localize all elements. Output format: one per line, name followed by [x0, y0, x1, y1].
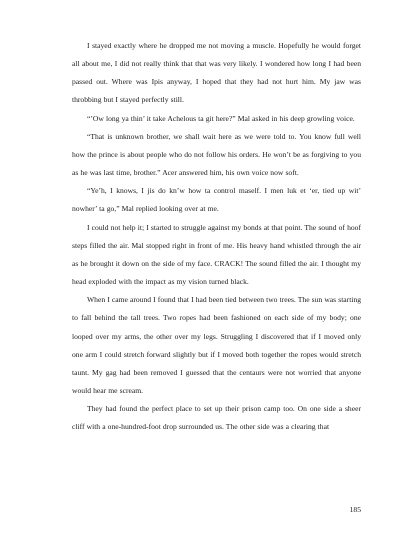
paragraph: I stayed exactly where he dropped me not moving a muscle. Hopefully he would forget all about me, I did not really think that that was very likely. I wondered how long I had been passed out. Where was Ipis anyway, I hoped that they had not hurt him. My jaw was throbbing but I stayed perfectly still. [72, 41, 361, 105]
paragraph: They had found the perfect place to set up their prison camp too. On one side a sheer cliff with a one-hundred-foot drop surrounded us. The other side was a clearing that [72, 404, 361, 432]
paragraph: “’Ow long ya thin’ it take Achelous ta git here?” Mal asked in his deep growling voice. [87, 113, 355, 123]
page-number: 185 [349, 505, 361, 514]
paragraph: “That is unknown brother, we shall wait here as we were told to. You know full well how the prince is about people who do not follow his orders. He won’t be as forgiving to you as he was last time, brother.” Acer answered him, his own voice now soft. [72, 131, 361, 178]
paragraph: When I came around I found that I had been tied between two trees. The sun was starting to fall behind the tall trees. Two ropes had been fashioned on each side of my body; one looped over my arms, the other over my legs. Struggling I discovered that if I moved only one arm I could stretch forward slightly but if I moved both together the ropes would stretch taunt. My gag had been removed I guessed that the centaurs were not worried that anyone would hear me scream. [72, 295, 362, 395]
paragraph: “Ye’h, I knows, I jis do kn’w how ta control maself. I men luk et ‘er, tied up wit’ nowher’ ta go,” Mal replied looking over at me. [72, 186, 361, 214]
paragraph: I could not help it; I started to struggle against my bonds at that point. The sound of hoof steps filled the air. Mal stopped right in front of me. His heavy hand whistled through the air as he brought it down on the side of my face. CRACK! The sound filled the air. I thought my head exploded with the impact as my vision turned black. [72, 222, 361, 287]
page-body-text [72, 37, 361, 436]
